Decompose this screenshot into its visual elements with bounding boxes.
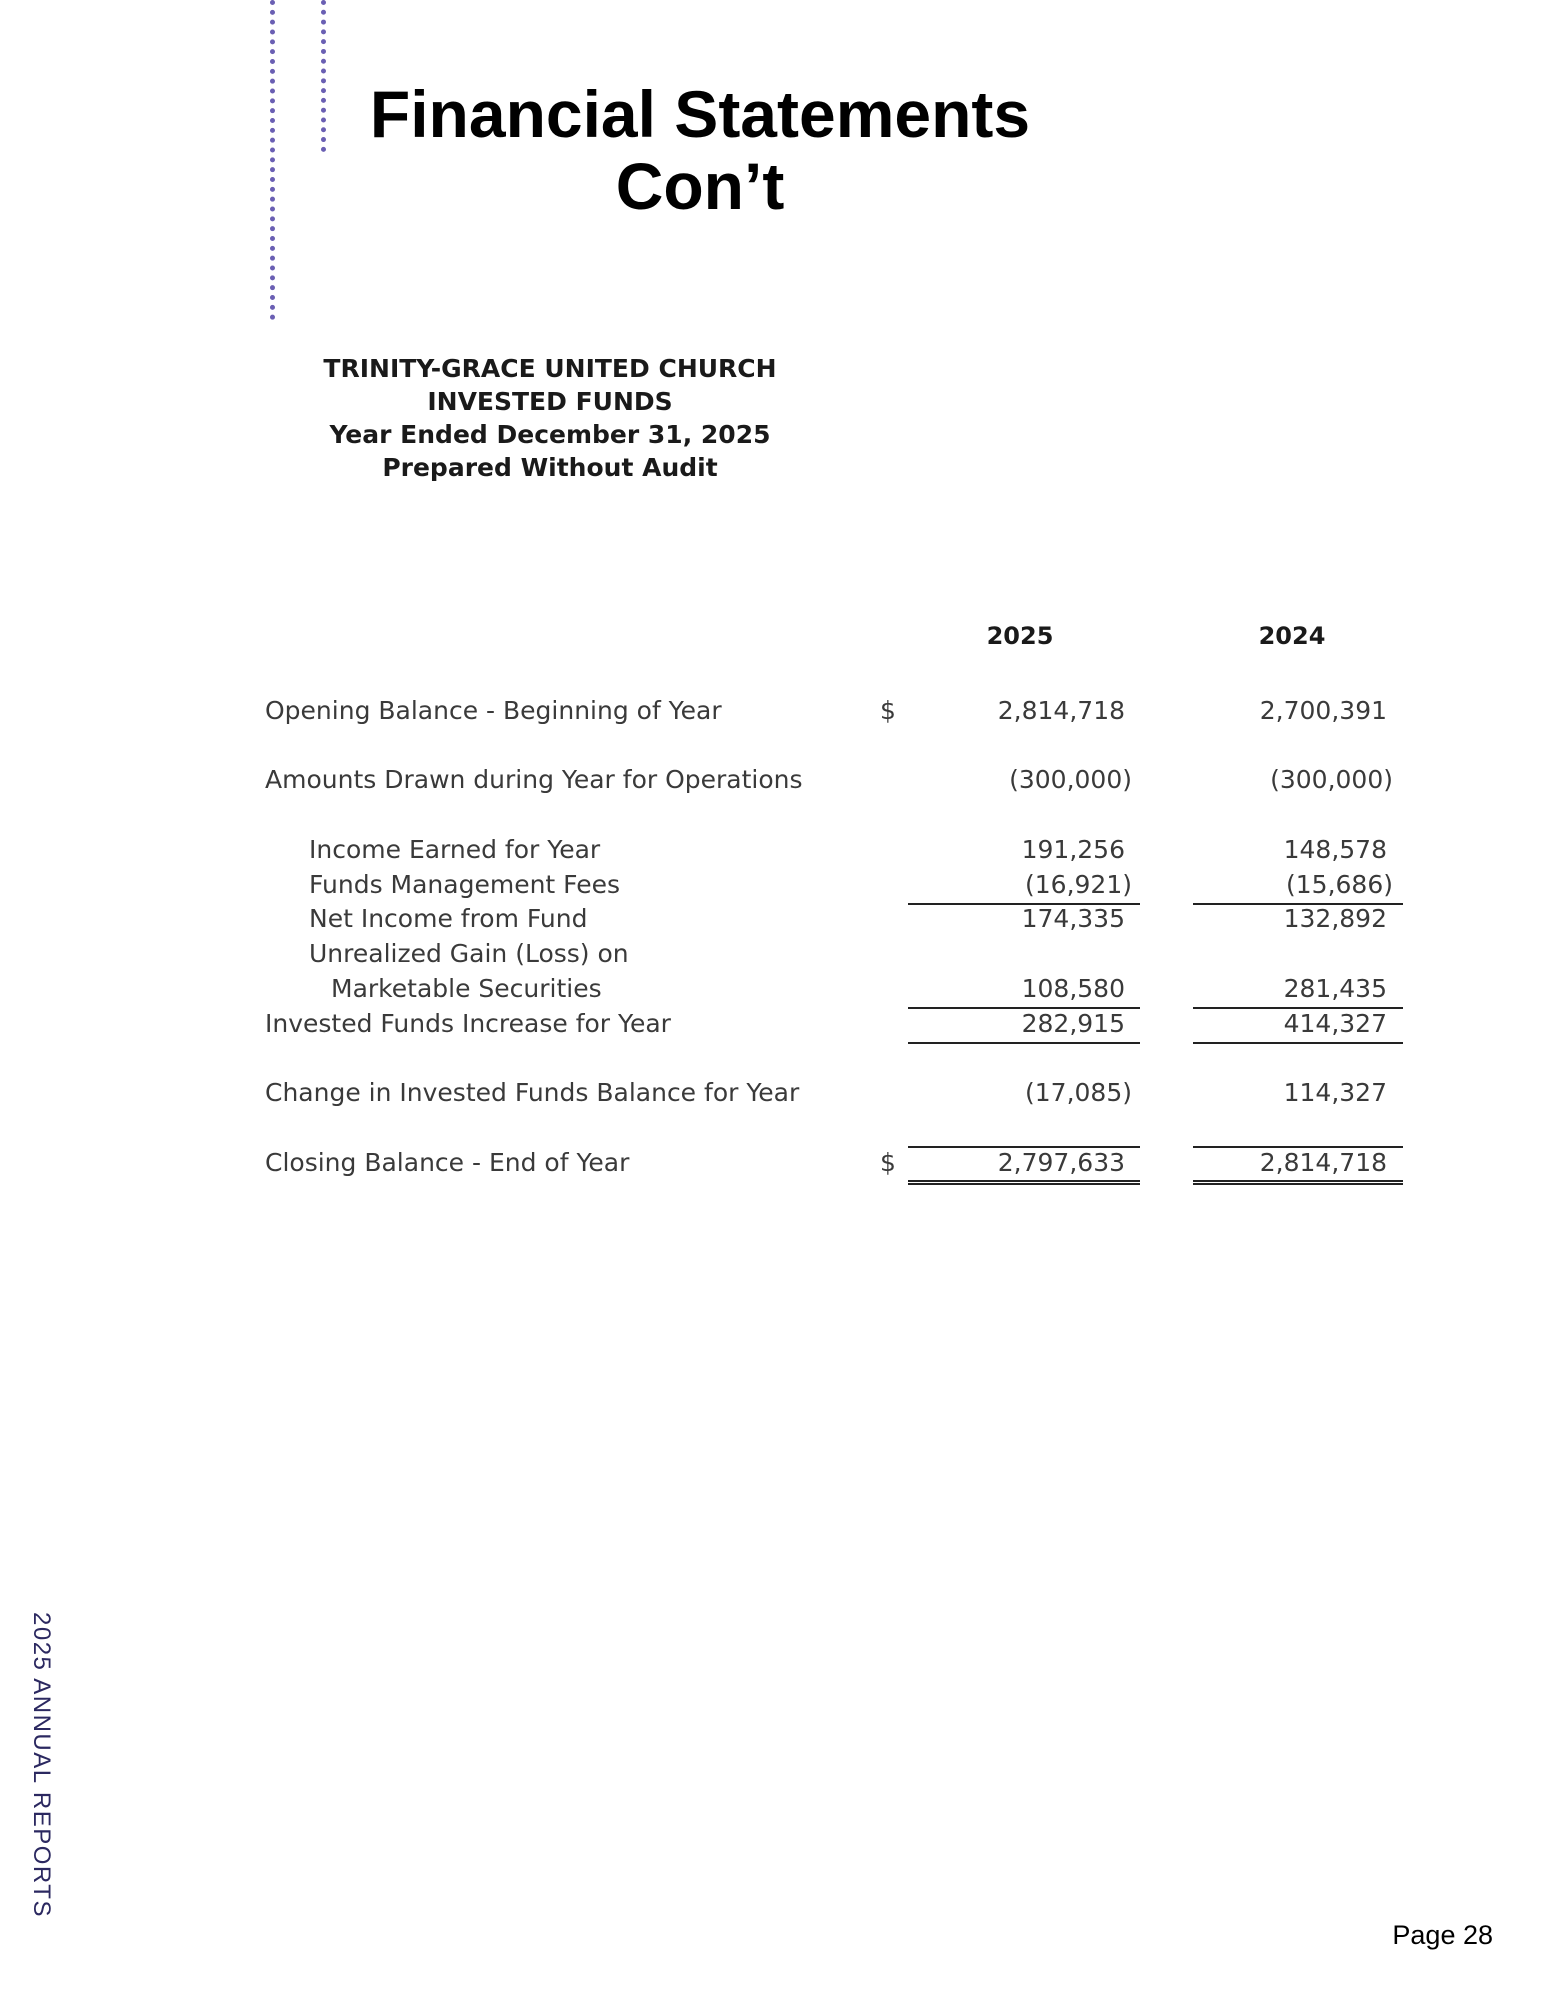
income-earned-2024: 148,578 (1283, 835, 1387, 864)
row-label-amounts-drawn: Amounts Drawn during Year for Operations (265, 765, 803, 794)
row-label-invested-funds-increase: Invested Funds Increase for Year (265, 1009, 671, 1038)
closing-balance-2025: 2,797,633 (997, 1148, 1125, 1177)
row-label-opening-balance: Opening Balance - Beginning of Year (265, 696, 722, 725)
statement-subtitle: INVESTED FUNDS (427, 387, 673, 416)
page-title-line-1: Financial Statements (369, 77, 1031, 151)
net-income-2024: 132,892 (1283, 904, 1387, 933)
column-header-2024: 2024 (1258, 622, 1326, 650)
statement-period: Year Ended December 31, 2025 (329, 420, 771, 449)
amounts-drawn-2024: (300,000) (1270, 765, 1393, 794)
invested-funds-increase-2024: 414,327 (1283, 1009, 1387, 1038)
change-in-balance-2024: 114,327 (1283, 1078, 1387, 1107)
opening-balance-2024: 2,700,391 (1259, 696, 1387, 725)
closing-balance-2024: 2,814,718 (1259, 1148, 1387, 1177)
income-earned-2025: 191,256 (1021, 835, 1125, 864)
unrealized-gain-2025: 108,580 (1021, 974, 1125, 1003)
row-label-change-in-balance: Change in Invested Funds Balance for Year (265, 1078, 800, 1107)
page-title-line-2: Con’t (615, 149, 785, 223)
annual-report-label: 2025 ANNUAL REPORTS (28, 1612, 55, 1918)
currency-symbol: $ (880, 696, 896, 725)
statement-note: Prepared Without Audit (382, 453, 718, 482)
decorative-dotted-line (270, 0, 275, 320)
column-header-2025: 2025 (986, 622, 1054, 650)
amounts-drawn-2025: (300,000) (1009, 765, 1132, 794)
row-label-income-earned: Income Earned for Year (309, 835, 601, 864)
grand-total-double-rule (1193, 1180, 1403, 1185)
management-fees-2024: (15,686) (1286, 870, 1393, 899)
management-fees-2025: (16,921) (1025, 870, 1132, 899)
change-in-balance-2025: (17,085) (1025, 1078, 1132, 1107)
row-label-management-fees: Funds Management Fees (309, 870, 620, 899)
row-label-marketable-securities: Marketable Securities (331, 974, 602, 1003)
page-number: Page 28 (1392, 1920, 1493, 1950)
row-label-net-income: Net Income from Fund (309, 904, 588, 933)
grand-total-double-rule (908, 1180, 1140, 1185)
row-label-closing-balance: Closing Balance - End of Year (265, 1148, 630, 1177)
currency-symbol: $ (880, 1148, 896, 1177)
row-label-unrealized-gain: Unrealized Gain (Loss) on (309, 939, 629, 968)
organization-name: TRINITY-GRACE UNITED CHURCH (323, 354, 777, 383)
net-income-2025: 174,335 (1021, 904, 1125, 933)
invested-funds-increase-2025: 282,915 (1021, 1009, 1125, 1038)
opening-balance-2025: 2,814,718 (997, 696, 1125, 725)
statement-header (300, 352, 800, 484)
total-rule (908, 1042, 1140, 1044)
unrealized-gain-2024: 281,435 (1283, 974, 1387, 1003)
side-label (25, 1612, 55, 1962)
page-title (300, 78, 1100, 222)
total-rule (1193, 1042, 1403, 1044)
